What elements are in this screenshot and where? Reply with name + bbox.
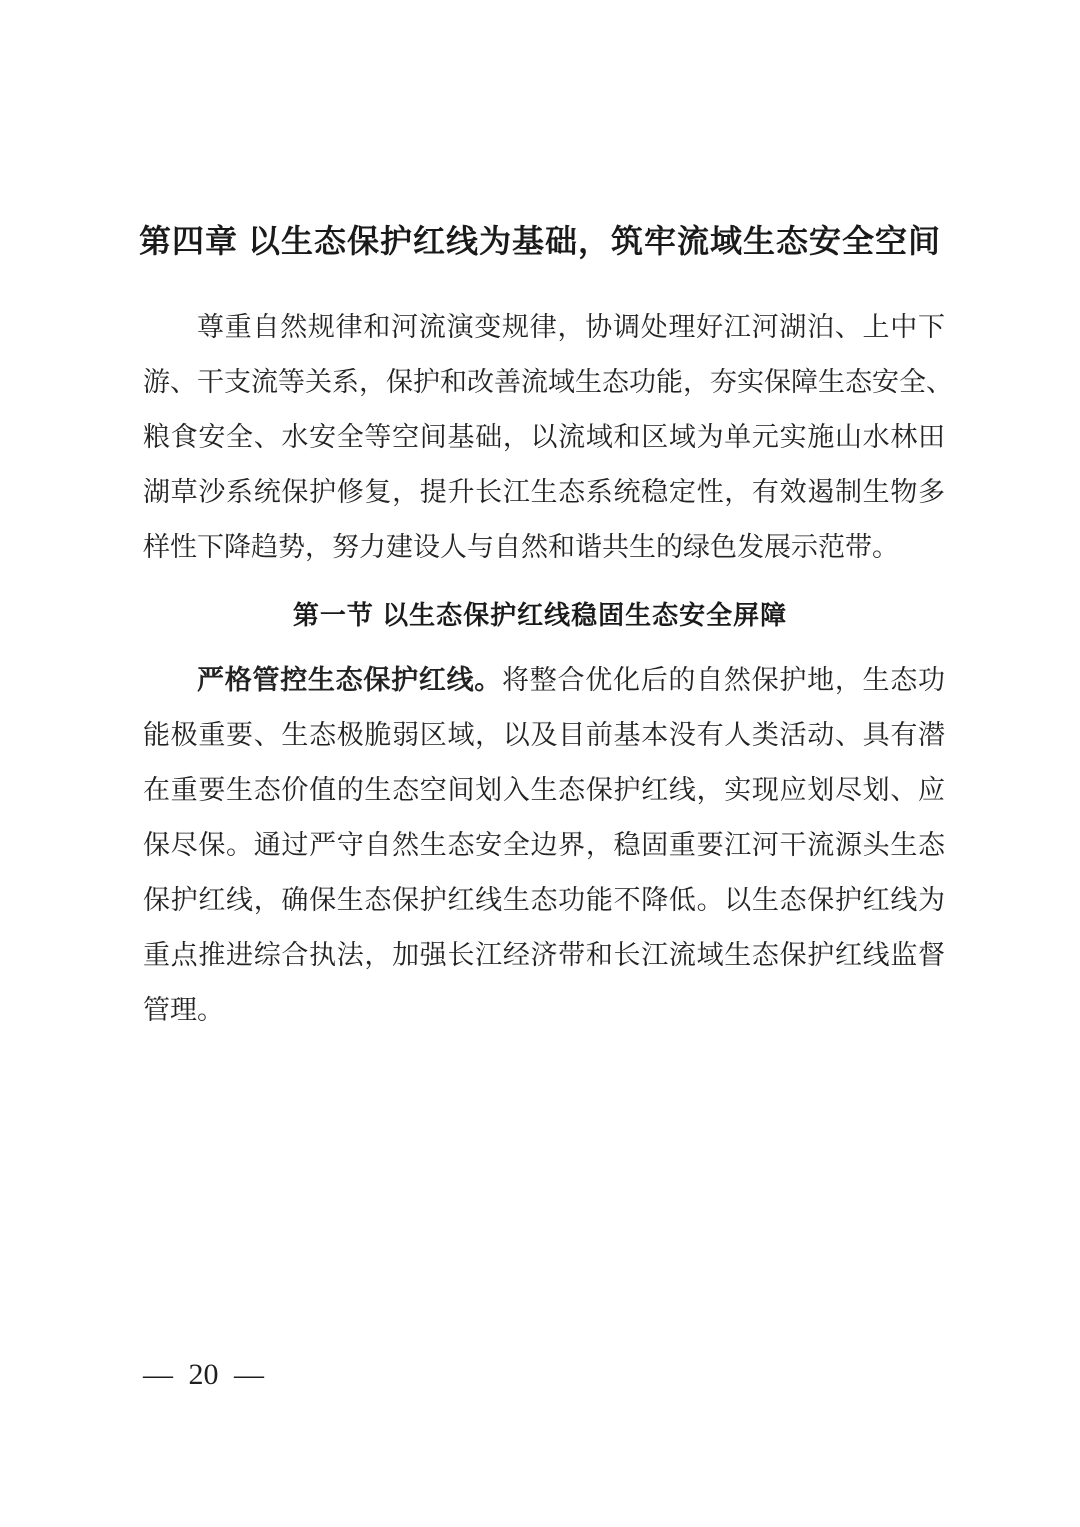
paragraph-2-line-3: 在重要生态价值的生态空间划入生态保护红线，实现应划尽划、应	[143, 775, 945, 805]
chapter-heading: 第四章 以生态保护红线为基础，筑牢流域生态安全空间	[139, 223, 941, 259]
paragraph-2-line-1-rest: 将整合优化后的自然保护地，生态功	[502, 665, 946, 695]
paragraph-1	[143, 300, 953, 575]
paragraph-2-line-4: 保尽保。通过严守自然生态安全边界，稳固重要江河干流源头生态	[143, 830, 945, 860]
paragraph-2-line-2: 能极重要、生态极脆弱区域，以及目前基本没有人类活动、具有潜	[143, 720, 945, 750]
paragraph-1-line-5: 样性下降趋势，努力建设人与自然和谐共生的绿色发展示范带。	[143, 532, 899, 562]
paragraph-2-line-1	[143, 653, 945, 708]
page-number: — 20 —	[143, 1358, 264, 1391]
paragraph-1-line-4: 湖草沙系统保护修复，提升长江生态系统稳定性，有效遏制生物多	[143, 477, 945, 507]
paragraph-2-line-7: 管理。	[143, 995, 224, 1025]
paragraph-1-line-2: 游、干支流等关系，保护和改善流域生态功能，夯实保障生态安全、	[143, 367, 953, 397]
paragraph-2-line-6: 重点推进综合执法，加强长江经济带和长江流域生态保护红线监督	[143, 940, 945, 970]
paragraph-1-line-1: 尊重自然规律和河流演变规律，协调处理好江河湖泊、上中下	[197, 312, 945, 342]
paragraph-1-line-3: 粮食安全、水安全等空间基础，以流域和区域为单元实施山水林田	[143, 422, 945, 452]
paragraph-2-lead-bold: 严格管控生态保护红线。	[197, 665, 503, 695]
section-heading: 第一节 以生态保护红线稳固生态安全屏障	[292, 600, 788, 630]
paragraph-2-line-5: 保护红线，确保生态保护红线生态功能不降低。以生态保护红线为	[143, 885, 945, 915]
paragraph-2	[143, 653, 945, 1038]
